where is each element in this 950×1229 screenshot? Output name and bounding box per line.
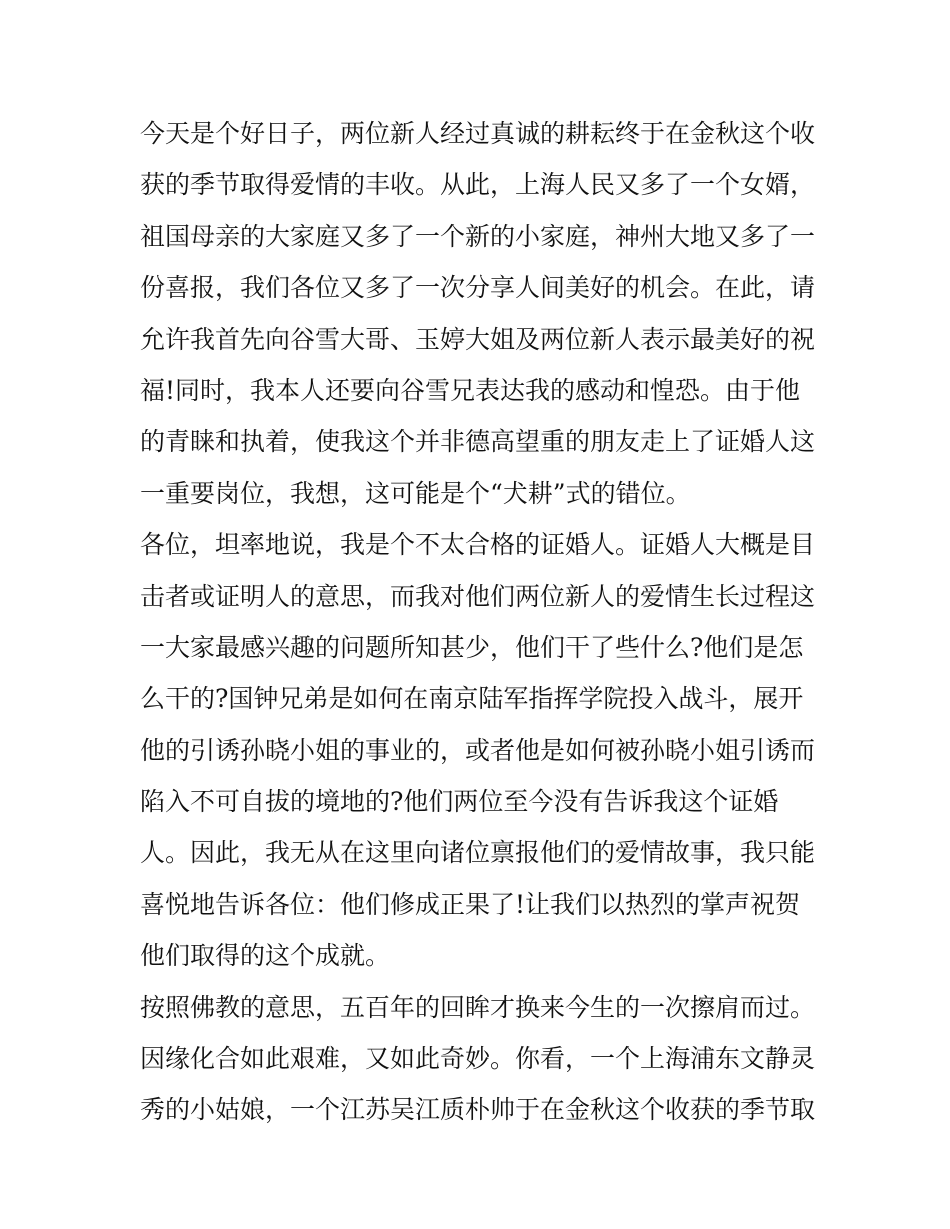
text-line: 因缘化合如此艰难，又如此奇妙。你看，一个上海浦东文静灵 xyxy=(140,1044,816,1074)
text-line: 一大家最感兴趣的问题所知甚少，他们干了些什么?他们是怎 xyxy=(140,632,804,662)
document-body xyxy=(140,108,820,1136)
text-line: 击者或证明人的意思，而我对他们两位新人的爱情生长过程这 xyxy=(140,581,816,611)
text-line: 他们取得的这个成就。 xyxy=(140,941,391,971)
text-line: 喜悦地告诉各位：他们修成正果了!让我们以热烈的掌声祝贺 xyxy=(140,889,801,919)
text-line: 么干的?国钟兄弟是如何在南京陆军指挥学院投入战斗，展开 xyxy=(140,684,804,714)
text-line: 各位，坦率地说，我是个不太合格的证婚人。证婚人大概是目 xyxy=(140,530,816,560)
text-line: 秀的小姑娘，一个江苏吴江质朴帅于在金秋这个收获的季节取 xyxy=(140,1095,816,1125)
text-line: 按照佛教的意思，五百年的回眸才换来今生的一次擦肩而过。 xyxy=(140,992,816,1022)
text-line: 的青睐和执着，使我这个并非德高望重的朋友走上了证婚人这 xyxy=(140,427,816,457)
text-line: 福!同时，我本人还要向谷雪兄表达我的感动和惶恐。由于他 xyxy=(140,375,801,405)
text-line: 他的引诱孙晓小姐的事业的，或者他是如何被孙晓小姐引诱而 xyxy=(140,735,816,765)
text-line: 一重要岗位，我想，这可能是个“犬耕”式的错位。 xyxy=(140,478,691,508)
text-line: 祖国母亲的大家庭又多了一个新的小家庭，神州大地又多了一 xyxy=(140,221,816,251)
text-line: 份喜报，我们各位又多了一次分享人间美好的机会。在此，请 xyxy=(140,273,816,303)
text-line: 陷入不可自拔的境地的?他们两位至今没有告诉我这个证婚 xyxy=(140,787,779,817)
text-line: 今天是个好日子，两位新人经过真诚的耕耘终于在金秋这个收 xyxy=(140,119,816,148)
text-line: 人。因此，我无从在这里向诸位禀报他们的爱情故事，我只能 xyxy=(140,838,816,868)
text-line: 允许我首先向谷雪大哥、玉婷大姐及两位新人表示最美好的祝 xyxy=(140,324,816,354)
text-line: 获的季节取得爱情的丰收。从此，上海人民又多了一个女婿， xyxy=(140,170,816,200)
